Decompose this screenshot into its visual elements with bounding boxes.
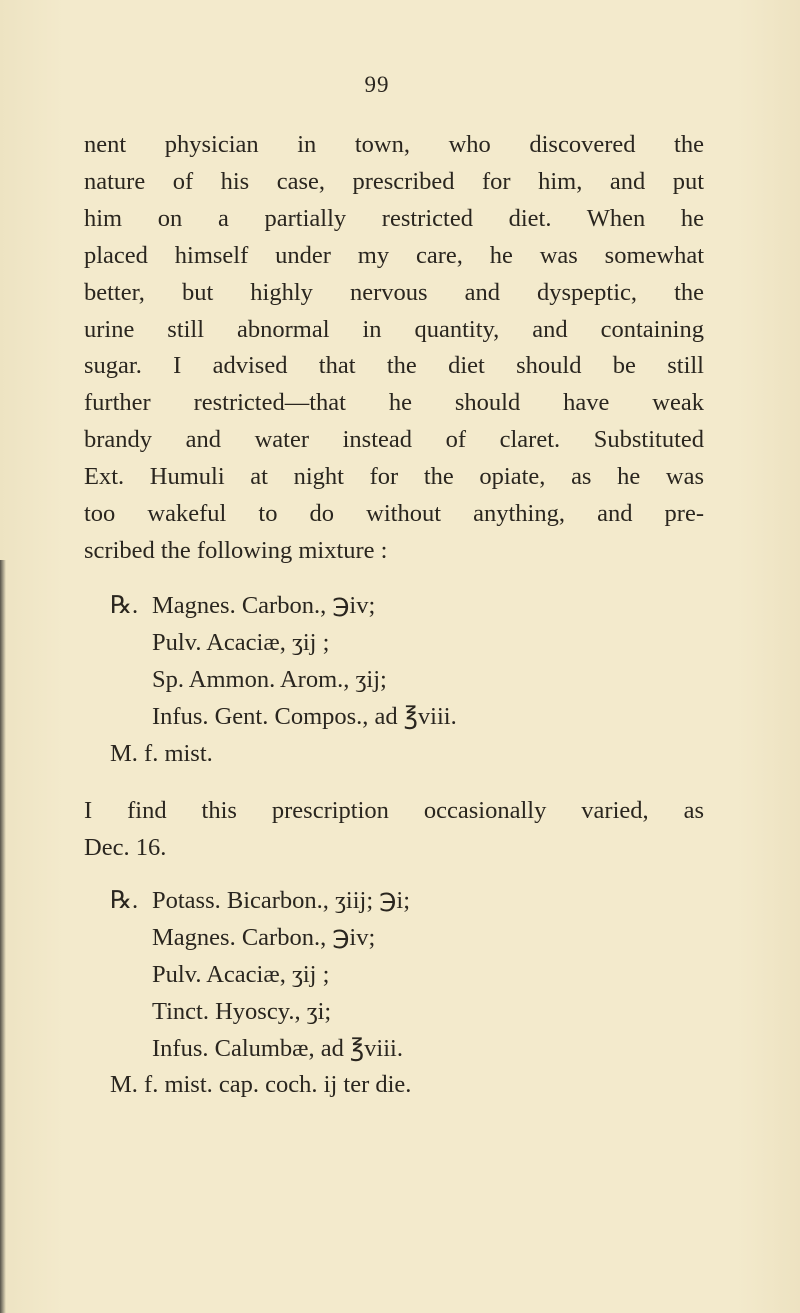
- ingredient: Potass. Bicarbon., ʒiij; ℈i;: [152, 887, 411, 914]
- prescription-line: [110, 883, 410, 920]
- page-edge-shadow: [0, 560, 6, 1313]
- ingredient: Sp. Ammon. Arom., ʒij;: [152, 665, 387, 693]
- text-line: too wakeful to do without anything, and pre-: [84, 500, 704, 528]
- recipe-symbol: ℞.: [110, 887, 139, 914]
- text-line: better, but highly nervous and dyspeptic, the: [84, 278, 704, 306]
- ingredient: Tinct. Hyoscy., ʒi;: [152, 997, 332, 1025]
- prescription-line: [110, 588, 457, 625]
- prescription-1-closing: M. f. mist.: [110, 740, 213, 767]
- text-line: urine still abnormal in quantity, and containing: [84, 315, 704, 343]
- paragraph-2: [84, 793, 704, 867]
- prescription-2-closing: M. f. mist. cap. coch. ij ter die.: [110, 1071, 412, 1098]
- text-line: brandy and water instead of claret. Substituted: [84, 426, 704, 454]
- ingredient: Infus. Calumbæ, ad ℥viii.: [152, 1034, 403, 1062]
- text-line: nent physician in town, who discovered the: [84, 131, 704, 158]
- text-line: nature of his case, prescribed for him, and put: [84, 167, 704, 195]
- ingredient: Pulv. Acaciæ, ʒij ;: [152, 628, 330, 656]
- ingredient: Magnes. Carbon., ℈iv;: [152, 923, 376, 951]
- text-line: Ext. Humuli at night for the opiate, as he was: [84, 463, 704, 491]
- text-line: placed himself under my care, he was somewhat: [84, 241, 704, 269]
- text-line: I find this prescription occasionally varied, as: [84, 797, 704, 824]
- prescription-1: [110, 588, 457, 736]
- text-line: further restricted—that he should have weak: [84, 389, 704, 417]
- ingredient: Infus. Gent. Compos., ad ℥viii.: [152, 702, 457, 730]
- text-line: scribed the following mixture :: [84, 536, 388, 564]
- ingredient: Magnes. Carbon., ℈iv;: [152, 592, 376, 619]
- ingredient: Pulv. Acaciæ, ʒij ;: [152, 960, 330, 988]
- paragraph-1: [84, 127, 704, 570]
- page-number: 99: [364, 72, 390, 97]
- text-line: him on a partially restricted diet. When he: [84, 204, 704, 232]
- recipe-symbol: ℞.: [110, 592, 139, 619]
- prescription-2: [110, 883, 410, 1068]
- text-line: sugar. I advised that the diet should be still: [84, 352, 704, 380]
- text-line: Dec. 16.: [84, 833, 167, 861]
